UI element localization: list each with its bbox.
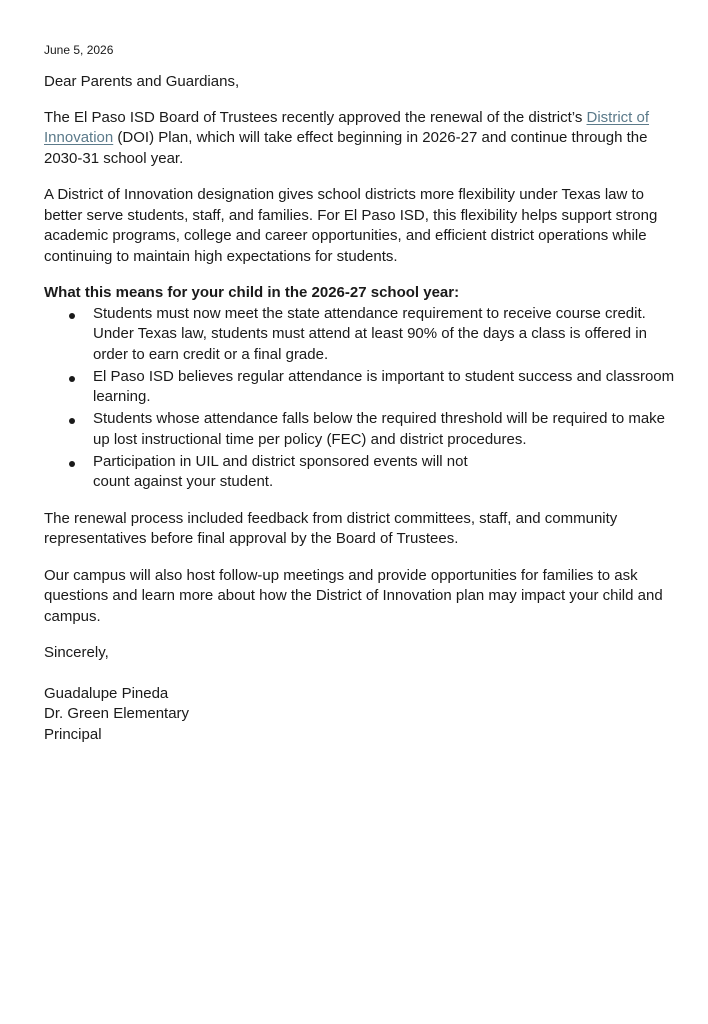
- salutation: Dear Parents and Guardians,: [44, 73, 240, 90]
- bullet-dot-icon: [69, 313, 75, 319]
- signature-title: Principal: [44, 725, 102, 743]
- bullet-text: Participation in UIL and district sponsored events will not count against your student.: [93, 452, 468, 490]
- closing: Sincerely,: [44, 644, 109, 661]
- letter-date: June 5, 2026: [44, 43, 114, 57]
- bullet-text: El Paso ISD believes regular attendance is important to student success and classroom learning.: [93, 367, 675, 405]
- signature-school: Dr. Green Elementary: [44, 705, 190, 722]
- signature-name: Guadalupe Pineda: [44, 684, 169, 702]
- list-item: [44, 452, 684, 493]
- list-item: [44, 409, 684, 450]
- list-item: [44, 304, 684, 366]
- paragraph-doi-text-end: (DOI) Plan, which will take effect beginning in 2026-27 and continue through the 2030-31 school year.: [44, 129, 648, 167]
- letter-page: [44, 43, 684, 745]
- paragraph-renewal-process: The renewal process included feedback from district committees, staff, and community representatives before final approval by the Board of Trustees.: [44, 509, 618, 547]
- paragraph-doi-text-start: The El Paso ISD Board of Trustees recently approved the renewal of the district’s: [44, 108, 587, 126]
- bullet-text: Students must now meet the state attendance requirement to receive course credit. Under Texas law, students must attend at least 90% of the days a class is offered in order to earn credit or a final grade.: [93, 304, 647, 363]
- list-item: [44, 367, 684, 408]
- bullet-dot-icon: [69, 418, 75, 424]
- paragraph-follow-up: Our campus will also host follow-up meetings and provide opportunities for families to ask questions and learn more about how the District of Innovation plan may impact your child and campus.: [44, 566, 663, 625]
- bullet-dot-icon: [69, 461, 75, 467]
- paragraph-doi-flexibility: A District of Innovation designation gives school districts more flexibility under Texas law to better serve students, staff, and families. For El Paso ISD, this flexibility helps support strong academic programs, college and career opportunities, and efficient district operations while continuing to maintain high expectations for students.: [44, 186, 658, 265]
- bullet-dot-icon: [69, 376, 75, 382]
- paragraph-doi-renewal: [44, 108, 684, 170]
- bullets-heading: What this means for your child in the 2026-27 school year:: [44, 284, 460, 301]
- district-of-innovation-link[interactable]: District of Innovation: [44, 108, 650, 146]
- bullet-list: [44, 304, 684, 493]
- bullet-text: Students whose attendance falls below the required threshold will be required to make up lost instructional time per policy (FEC) and district procedures.: [93, 410, 666, 448]
